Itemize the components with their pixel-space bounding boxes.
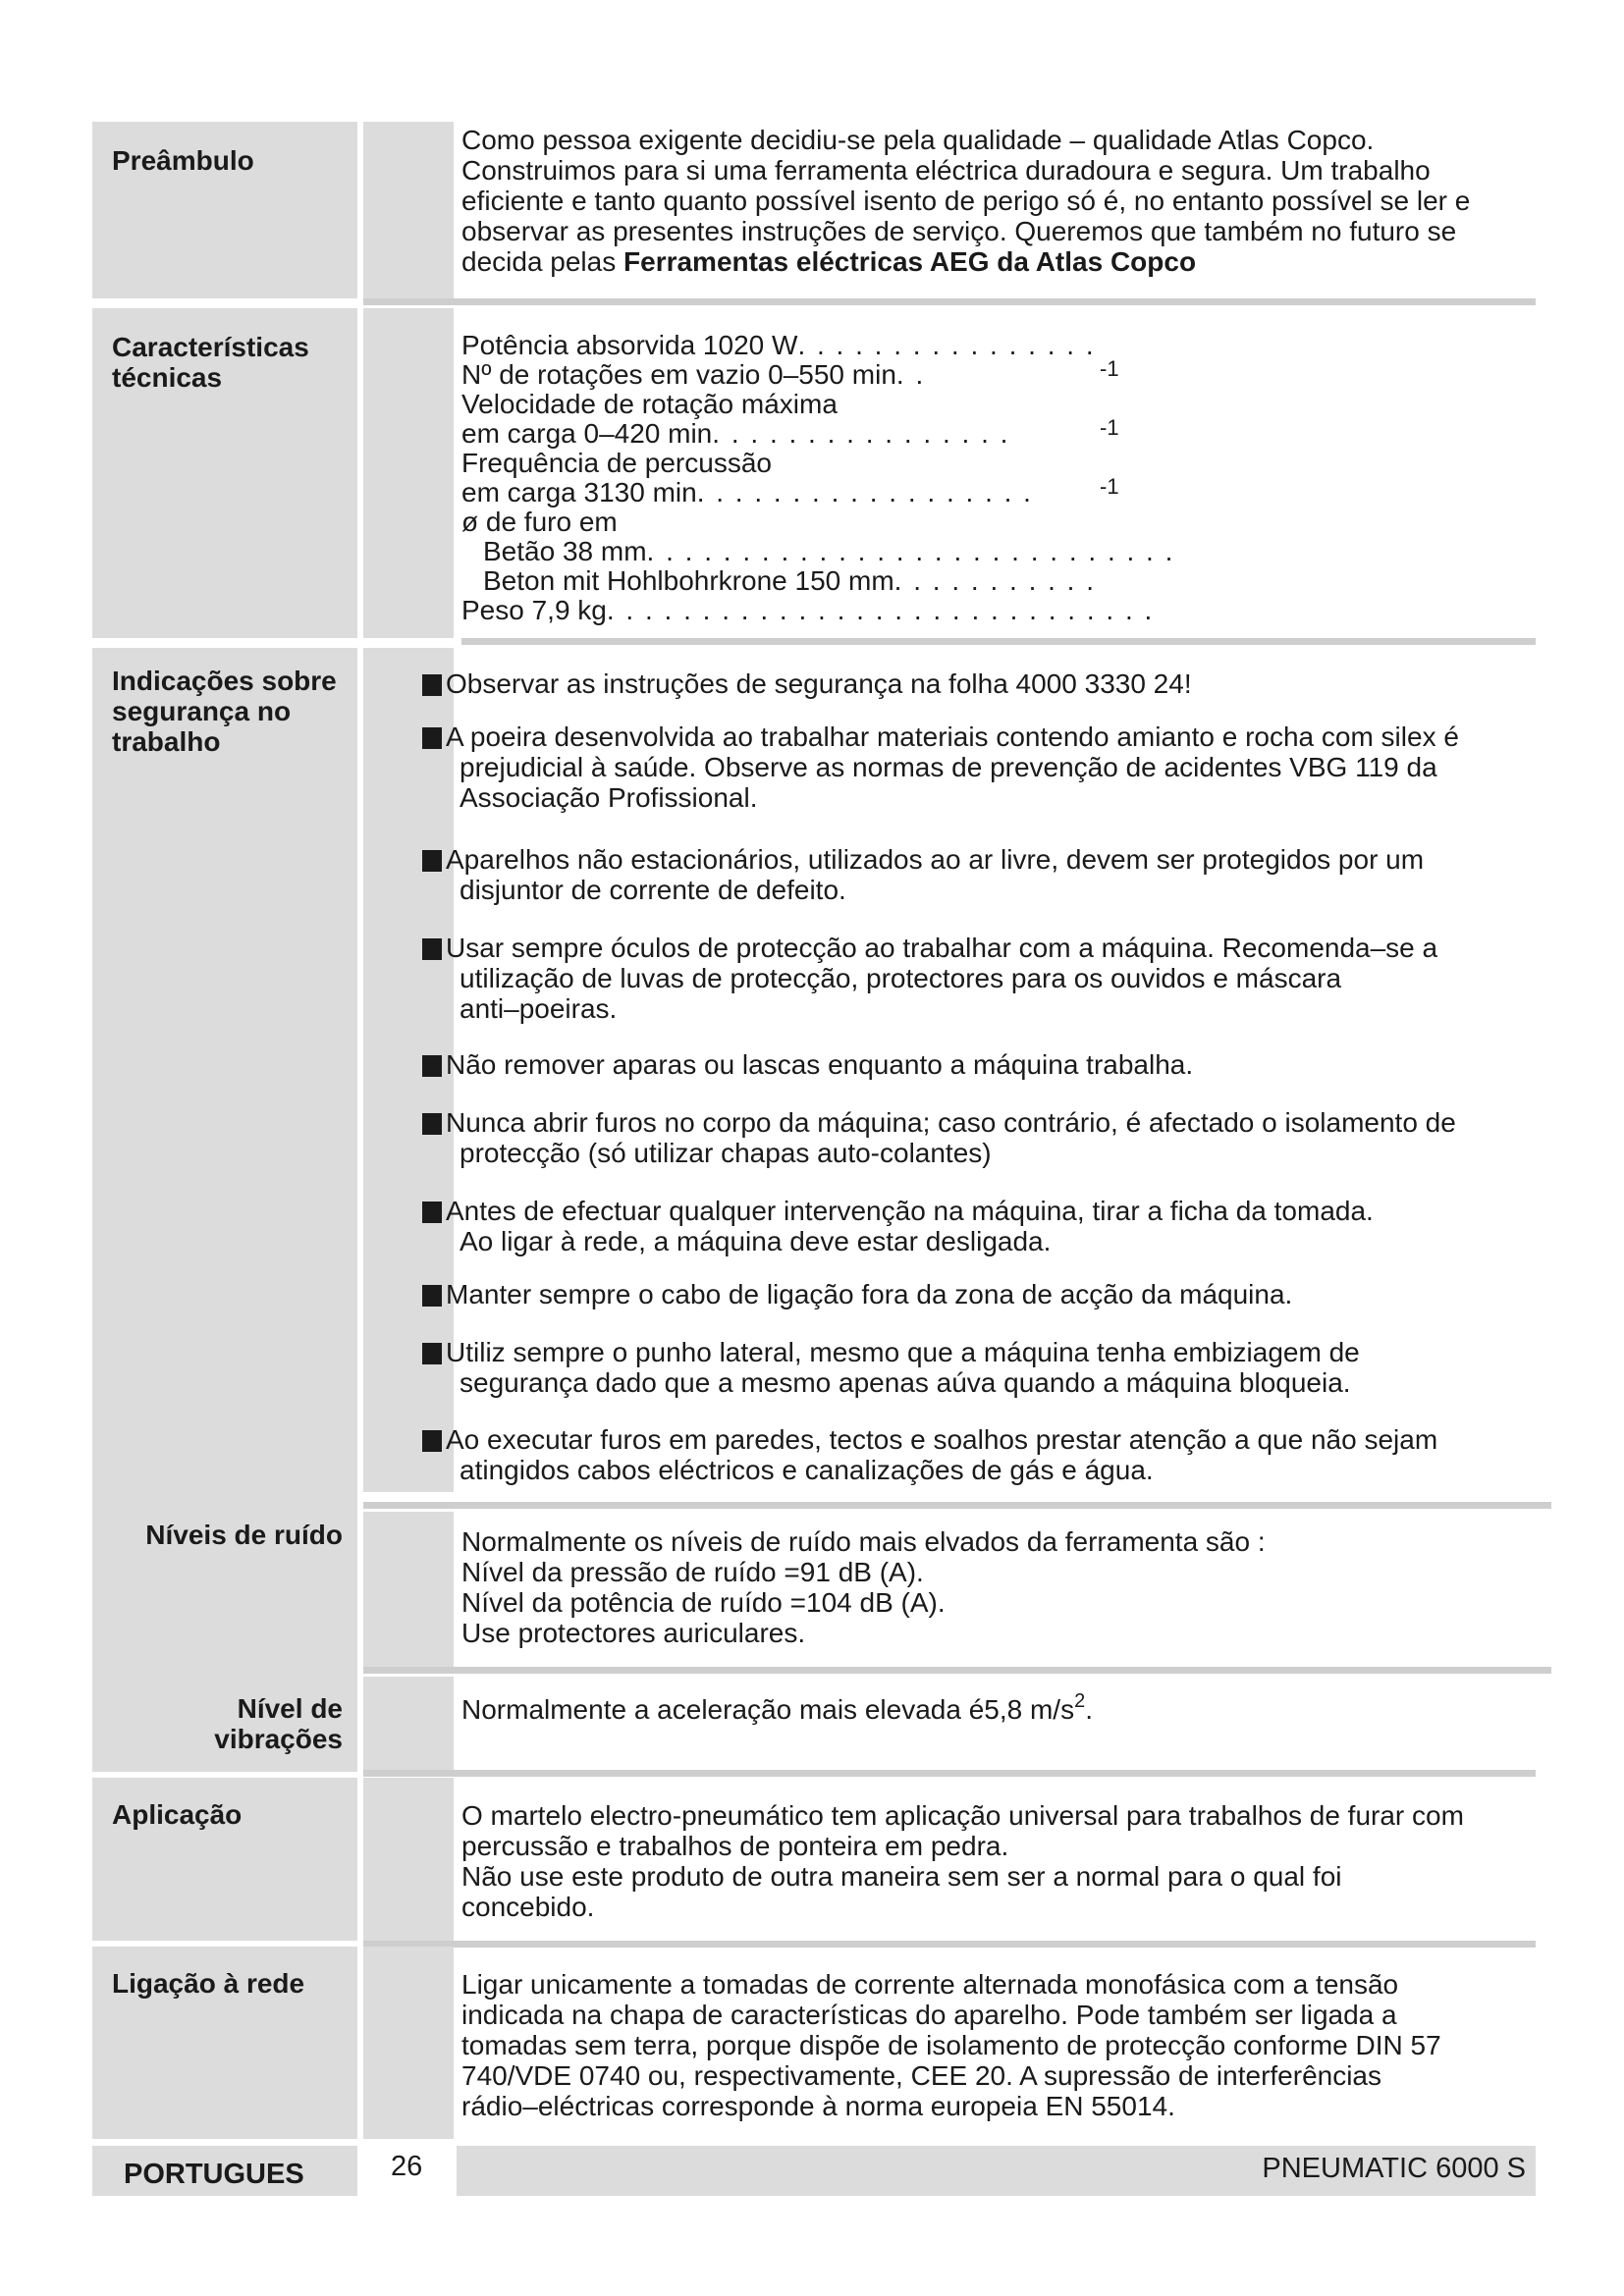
spec-text: Potência absorvida 1020 W — [461, 330, 798, 360]
section-divider — [363, 298, 1536, 305]
label-box-aplicacao — [92, 1778, 357, 1941]
safety-item: Ao executar furos em paredes, tectos e soalhos prestar atenção a que não sejam atingidos cabos eléctricos e canalizações de gás e água. — [422, 1424, 1522, 1485]
spec-row — [461, 448, 1168, 477]
section-divider — [363, 1941, 1536, 1948]
column-block — [363, 308, 454, 638]
spec-row — [461, 474, 1168, 507]
aplicacao-text: O martelo electro-pneumático tem aplicação universal para trabalhos de furar com percussão e trabalhos de ponteira em pedra. Não use este produto de outra maneira sem ser a normal para o qual foi concebido. — [461, 1800, 1464, 1922]
leader-dots: . . . . . . . . . . . . . . . . — [797, 330, 1096, 360]
preambulo-content — [461, 125, 1542, 277]
section-label-ligacao: Ligação à rede — [112, 1968, 305, 1999]
column-block — [363, 1512, 454, 1670]
section-divider — [363, 1502, 1551, 1509]
ruido-content — [461, 1526, 1522, 1648]
spec-row — [461, 389, 1168, 418]
label-box-ligacao — [92, 1947, 357, 2139]
label-box-preambulo — [92, 122, 357, 298]
label-box-vibracoes — [92, 1670, 357, 1772]
spec-row — [461, 415, 1168, 449]
section-divider — [363, 1770, 1536, 1777]
ligacao-content — [461, 1969, 1542, 2121]
spec-row — [461, 595, 1168, 624]
safety-item: Utiliz sempre o punho lateral, mesmo que a máquina tenha embiziagem de segurança dado que a mesmo apenas aúva quando a máquina bloqueia. — [422, 1337, 1522, 1398]
label-box-caracteristicas — [92, 308, 357, 638]
spec-row — [461, 507, 1168, 536]
column-block — [363, 1677, 454, 1772]
section-label-seguranca: Indicações sobre segurança no trabalho — [112, 666, 337, 757]
preambulo-text: Como pessoa exigente decidiu-se pela qualidade – qualidade Atlas Copco. Construimos para si uma ferramenta eléctrica duradoura e segura. Um trabalho eficiente e tanto quanto possível isento de perigo só é, no entanto possível se ler e observar as presentes instruções de serviço. Queremos que também no futuro se decida pelas Ferramentas eléctricas AEG da Atlas Copco — [461, 125, 1471, 277]
bullet-square-icon — [422, 1055, 442, 1077]
bullet-square-icon — [422, 1430, 442, 1452]
leader-dots: . . . . . . . . . . . . . . . . — [712, 418, 1010, 449]
leader-dots: . . . . . . . . . . . . . . . . . . — [696, 477, 1033, 507]
safety-item: Manter sempre o cabo de ligação fora da zona de acção da máquina. — [422, 1279, 1522, 1309]
section-label-vibracoes: Nível de vibrações — [214, 1693, 343, 1754]
unit-superscript: -1 — [1100, 474, 1119, 499]
ruido-text: Normalmente os níveis de ruído mais elvados da ferramenta são : Nível da pressão de ruído =91 dB (A). Nível da potência de ruído =104 dB (A). Use protectores auriculares. — [461, 1526, 1266, 1648]
safety-item: Usar sempre óculos de protecção ao trabalhar com a máquina. Recomenda–se a utilização de luvas de protecção, protectores para os ouvidos e máscara anti–poeiras. — [422, 933, 1522, 1024]
section-divider — [461, 638, 1536, 645]
spec-row — [461, 565, 1168, 595]
vibracoes-content — [461, 1686, 1522, 1725]
safety-item: Aparelhos não estacionários, utilizados ao ar livre, devem ser protegidos por um disjuntor de corrente de defeito. — [422, 844, 1522, 905]
column-block — [363, 122, 454, 298]
footer-language: PORTUGUES — [124, 2159, 304, 2190]
section-label-preambulo: Preâmbulo — [112, 145, 254, 176]
bullet-square-icon — [422, 1113, 442, 1135]
spec-text: Velocidade de rotação máxima — [461, 389, 838, 419]
page-number: 26 — [391, 2151, 423, 2182]
bullet-square-icon — [422, 1201, 442, 1223]
ligacao-text: Ligar unicamente a tomadas de corrente alternada monofásica com a tensão indicada na chapa de características do aparelho. Pode também ser ligada a tomadas sem terra, porque dispõe de isolamento de protecção conforme DIN 57 740/VDE 0740 ou, respectivamente, CEE 20. A supressão de interferências rádio–eléctricas corresponde à norma europeia EN 55014. — [461, 1969, 1441, 2121]
leader-dots: . . — [895, 359, 926, 390]
spec-row — [461, 330, 1168, 359]
unit-superscript: -1 — [1100, 356, 1119, 381]
column-block — [363, 1947, 454, 2139]
aplicacao-content — [461, 1800, 1542, 1922]
section-label-aplicacao: Aplicação — [112, 1799, 243, 1830]
superscript: 2 — [1074, 1690, 1086, 1712]
safety-item: Nunca abrir furos no corpo da máquina; caso contrário, é afectado o isolamento de protecção (só utilizar chapas auto-colantes) — [422, 1107, 1522, 1168]
section-label-ruido: Níveis de ruído — [145, 1520, 343, 1550]
bullet-square-icon — [422, 850, 442, 872]
spec-text: Nº de rotações em vazio 0–550 min — [461, 359, 896, 390]
spec-text: ø de furo em — [461, 507, 618, 537]
bullet-square-icon — [422, 938, 442, 960]
spec-text: Peso 7,9 kg — [461, 595, 607, 625]
spec-text: Frequência de percussão — [461, 448, 772, 478]
section-divider — [363, 1667, 1551, 1674]
safety-item: Não remover aparas ou lascas enquanto a máquina trabalha. — [422, 1049, 1522, 1080]
spec-text: Beton mit Hohlbohrkrone 150 mm — [483, 565, 894, 596]
label-box-ruido — [92, 1492, 357, 1670]
footer-model-box — [457, 2146, 1536, 2196]
leader-dots: . . . . . . . . . . . . . . . . . . . . . . . . . . . . — [646, 536, 1175, 566]
footer-page-box — [363, 2146, 454, 2196]
spec-text: em carga 3130 min — [461, 477, 697, 507]
bullet-square-icon — [422, 674, 442, 696]
column-block — [363, 1778, 454, 1941]
bullet-square-icon — [422, 1285, 442, 1307]
spec-list — [461, 330, 1175, 625]
leader-dots: . . . . . . . . . . . — [893, 565, 1097, 596]
vibracoes-text: Normalmente a aceleração mais elevada é5,8 $m/s^2$. — [461, 1690, 1093, 1725]
section-label-caracteristicas: Características técnicas — [112, 332, 309, 393]
brand-emphasis: Ferramentas eléctricas AEG da Atlas Copco — [623, 246, 1197, 277]
spec-row — [461, 536, 1175, 566]
footer-model: PNEUMATIC 6000 S — [1262, 2153, 1526, 2184]
safety-item: A poeira desenvolvida ao trabalhar materiais contendo amianto e rocha com silex é prejudicial à saúde. Observe as normas de prevenção de acidentes VBG 119 da Associação Profissional. — [422, 721, 1522, 813]
label-box-seguranca — [92, 648, 357, 1492]
safety-item: Observar as instruções de segurança na folha 4000 3330 24! — [422, 668, 1522, 699]
spec-text: em carga 0–420 min — [461, 418, 713, 449]
leader-dots: . . . . . . . . . . . . . . . . . . . . . . . . . . . . . — [606, 595, 1155, 625]
safety-item: Antes de efectuar qualquer intervenção na máquina, tirar a ficha da tomada. Ao ligar à rede, a máquina deve estar desligada. — [422, 1196, 1522, 1256]
spec-row — [461, 356, 1168, 390]
unit-superscript: -1 — [1100, 415, 1119, 440]
bullet-square-icon — [422, 727, 442, 749]
footer-language-box — [92, 2146, 357, 2196]
spec-text: Betão 38 mm — [483, 536, 647, 566]
bullet-square-icon — [422, 1343, 442, 1364]
